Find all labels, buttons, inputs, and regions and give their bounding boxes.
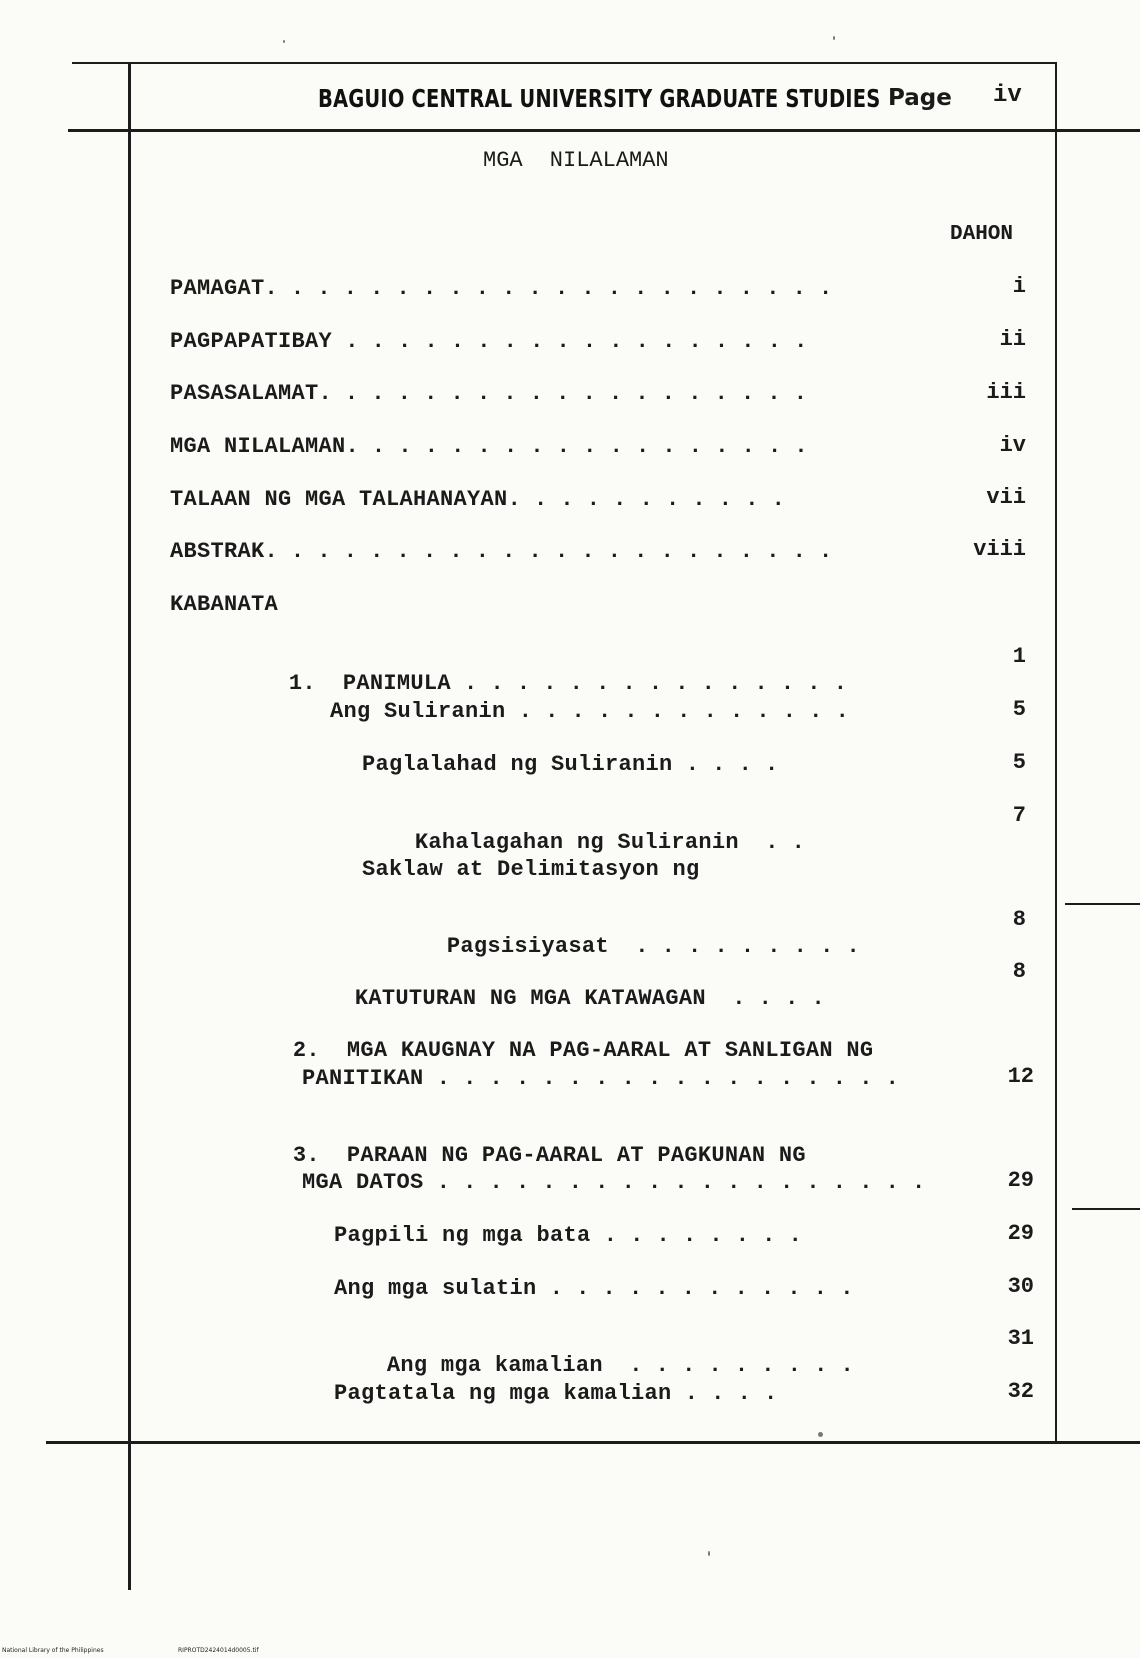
- toc-entry: [170, 592, 278, 617]
- toc-entry-label: 3. PARAAN NG PAG-AARAL AT PAGKUNAN NG: [292, 1143, 806, 1168]
- toc-entry-label: Pagpili ng mga bata: [334, 1223, 591, 1248]
- toc-entry-leader: . . . . . . . . . . . . . . .: [450, 671, 847, 696]
- toc-entry-leader: . . . . . . . . . . .: [507, 487, 785, 512]
- footer-source-caption: National Library of the Philippines: [2, 1647, 104, 1654]
- toc-entry-label: MGA DATOS: [302, 1170, 424, 1195]
- toc-entry-leader: . . . . . . . . . . . .: [536, 1276, 854, 1301]
- toc-entry-label: PAGPAPATIBAY: [170, 329, 333, 354]
- toc-entry-page: i: [1012, 274, 1026, 299]
- toc-entry: [170, 487, 785, 512]
- toc-entry-label: Pagsisiyasat: [446, 934, 609, 959]
- toc-entry-label: ABSTRAK: [170, 539, 265, 564]
- toc-entry-label: KABANATA: [170, 592, 279, 617]
- right-side-rule-1: [1065, 903, 1140, 905]
- toc-entry-page: iv: [999, 433, 1026, 458]
- toc-entry-leader: . . . . . . . . .: [602, 1353, 854, 1378]
- toc-entry-page: 29: [1007, 1168, 1034, 1193]
- toc-entry-label: Kahalagahan ng Suliranin: [414, 830, 739, 855]
- toc-entry-leader: . . . . . . . . .: [608, 934, 860, 959]
- toc-entry: [334, 1276, 853, 1301]
- toc-entry-leader: . . . . . . . . . . . . . . . . . . . . . .: [264, 276, 833, 301]
- toc-entry-page: iii: [986, 380, 1026, 405]
- toc-column-heading: DAHON: [950, 223, 1014, 246]
- toc-entry-leader: . . . .: [705, 986, 825, 1011]
- toc-entry-page: 29: [1007, 1221, 1034, 1246]
- toc-entry-page: 30: [1007, 1274, 1034, 1299]
- toc-entry-page: ii: [999, 327, 1026, 352]
- toc-entry: [334, 1223, 802, 1248]
- toc-entry-label: PAMAGAT: [170, 276, 265, 301]
- toc-entry-leader: . . . . . . . . . . . . . . . . . .: [423, 1066, 899, 1091]
- toc-entry-label: Ang Suliranin: [330, 699, 506, 724]
- toc-entry: [302, 1170, 925, 1195]
- toc-entry-label: KATUTURAN NG MGA KATAWAGAN: [354, 986, 706, 1011]
- toc-entry: [334, 1381, 777, 1406]
- toc-entry-leader: . . . . . . . . . . . . . . . . . . . . . .: [264, 539, 833, 564]
- toc-entry: [362, 752, 778, 777]
- toc-entry-label: Ang mga sulatin: [334, 1276, 537, 1301]
- toc-entry-page: 7: [1012, 803, 1026, 828]
- scan-speck: [708, 1551, 710, 1556]
- toc-entry-leader: . . . .: [671, 1381, 778, 1406]
- right-side-rule-2: [1072, 1208, 1140, 1210]
- toc-entry-label: MGA NILALAMAN: [170, 434, 346, 459]
- toc-entry: [170, 434, 808, 459]
- toc-entry-page: viii: [973, 537, 1026, 562]
- header-page-number: iv: [993, 82, 1022, 109]
- toc-entry: [170, 329, 807, 354]
- toc-entry: [362, 857, 700, 882]
- toc-entry-page: vii: [986, 485, 1026, 510]
- top-border-rule: [72, 62, 1057, 64]
- toc-entry-page: 8: [1012, 907, 1026, 932]
- right-margin-rule: [1055, 62, 1057, 1442]
- toc-entry: [330, 699, 849, 724]
- toc-entry: [170, 381, 807, 406]
- toc-entry: [170, 276, 832, 301]
- toc-entry-label: Saklaw at Delimitasyon ng: [362, 857, 700, 882]
- scan-speck: [818, 1432, 823, 1437]
- toc-entry-leader: . .: [738, 830, 805, 855]
- toc-entry-leader: . . . . . . . . . . . . . . . . . . .: [318, 381, 808, 406]
- toc-entry-page: 12: [1007, 1064, 1034, 1089]
- toc-entry-leader: . . . . . . . .: [590, 1223, 802, 1248]
- toc-entry-page: 5: [1012, 750, 1026, 775]
- toc-entry-page: 31: [1007, 1326, 1034, 1351]
- toc-entry-leader: . . . . . . . . . . . . . . . . . .: [332, 329, 808, 354]
- toc-title: MGA NILALAMAN: [483, 148, 669, 173]
- toc-entry: [170, 539, 832, 564]
- footer-top-rule: [46, 1441, 1140, 1444]
- toc-entry-leader: . . . . . . . . . . . . . . . . . . .: [423, 1170, 926, 1195]
- toc-entry-page: 1: [1012, 644, 1026, 669]
- left-margin-rule: [128, 62, 131, 1590]
- header-page-label: Page: [888, 85, 952, 111]
- toc-entry-leader: . . . . . . . . . . . . .: [505, 699, 849, 724]
- toc-entry-page: 8: [1012, 959, 1026, 984]
- header-bottom-rule: [68, 129, 1140, 132]
- toc-entry-label: 1. PANIMULA: [288, 671, 451, 696]
- scan-speck: [283, 40, 285, 43]
- toc-entry-leader: . . . . . . . . . . . . . . . . . .: [345, 434, 808, 459]
- toc-entry-page: 32: [1007, 1379, 1034, 1404]
- toc-entry-label: Ang mga kamalian: [386, 1353, 603, 1378]
- header-title: BAGUIO CENTRAL UNIVERSITY GRADUATE STUDIES: [318, 84, 881, 113]
- toc-entry-leader: . . . .: [672, 752, 779, 777]
- toc-entry-label: 2. MGA KAUGNAY NA PAG-AARAL AT SANLIGAN NG: [292, 1038, 874, 1063]
- scan-speck: [833, 36, 835, 40]
- footer-file-caption: RIPROTD2424014d0005.tif: [178, 1647, 259, 1654]
- toc-entry-label: Pagtatala ng mga kamalian: [334, 1381, 672, 1406]
- toc-entry-label: Paglalahad ng Suliranin: [362, 752, 673, 777]
- toc-entry: [302, 1066, 899, 1091]
- toc-entry-page: 5: [1012, 697, 1026, 722]
- toc-entry-label: PANITIKAN: [302, 1066, 424, 1091]
- toc-entry-label: PASASALAMAT: [170, 381, 319, 406]
- toc-entry-label: TALAAN NG MGA TALAHANAYAN: [170, 487, 508, 512]
